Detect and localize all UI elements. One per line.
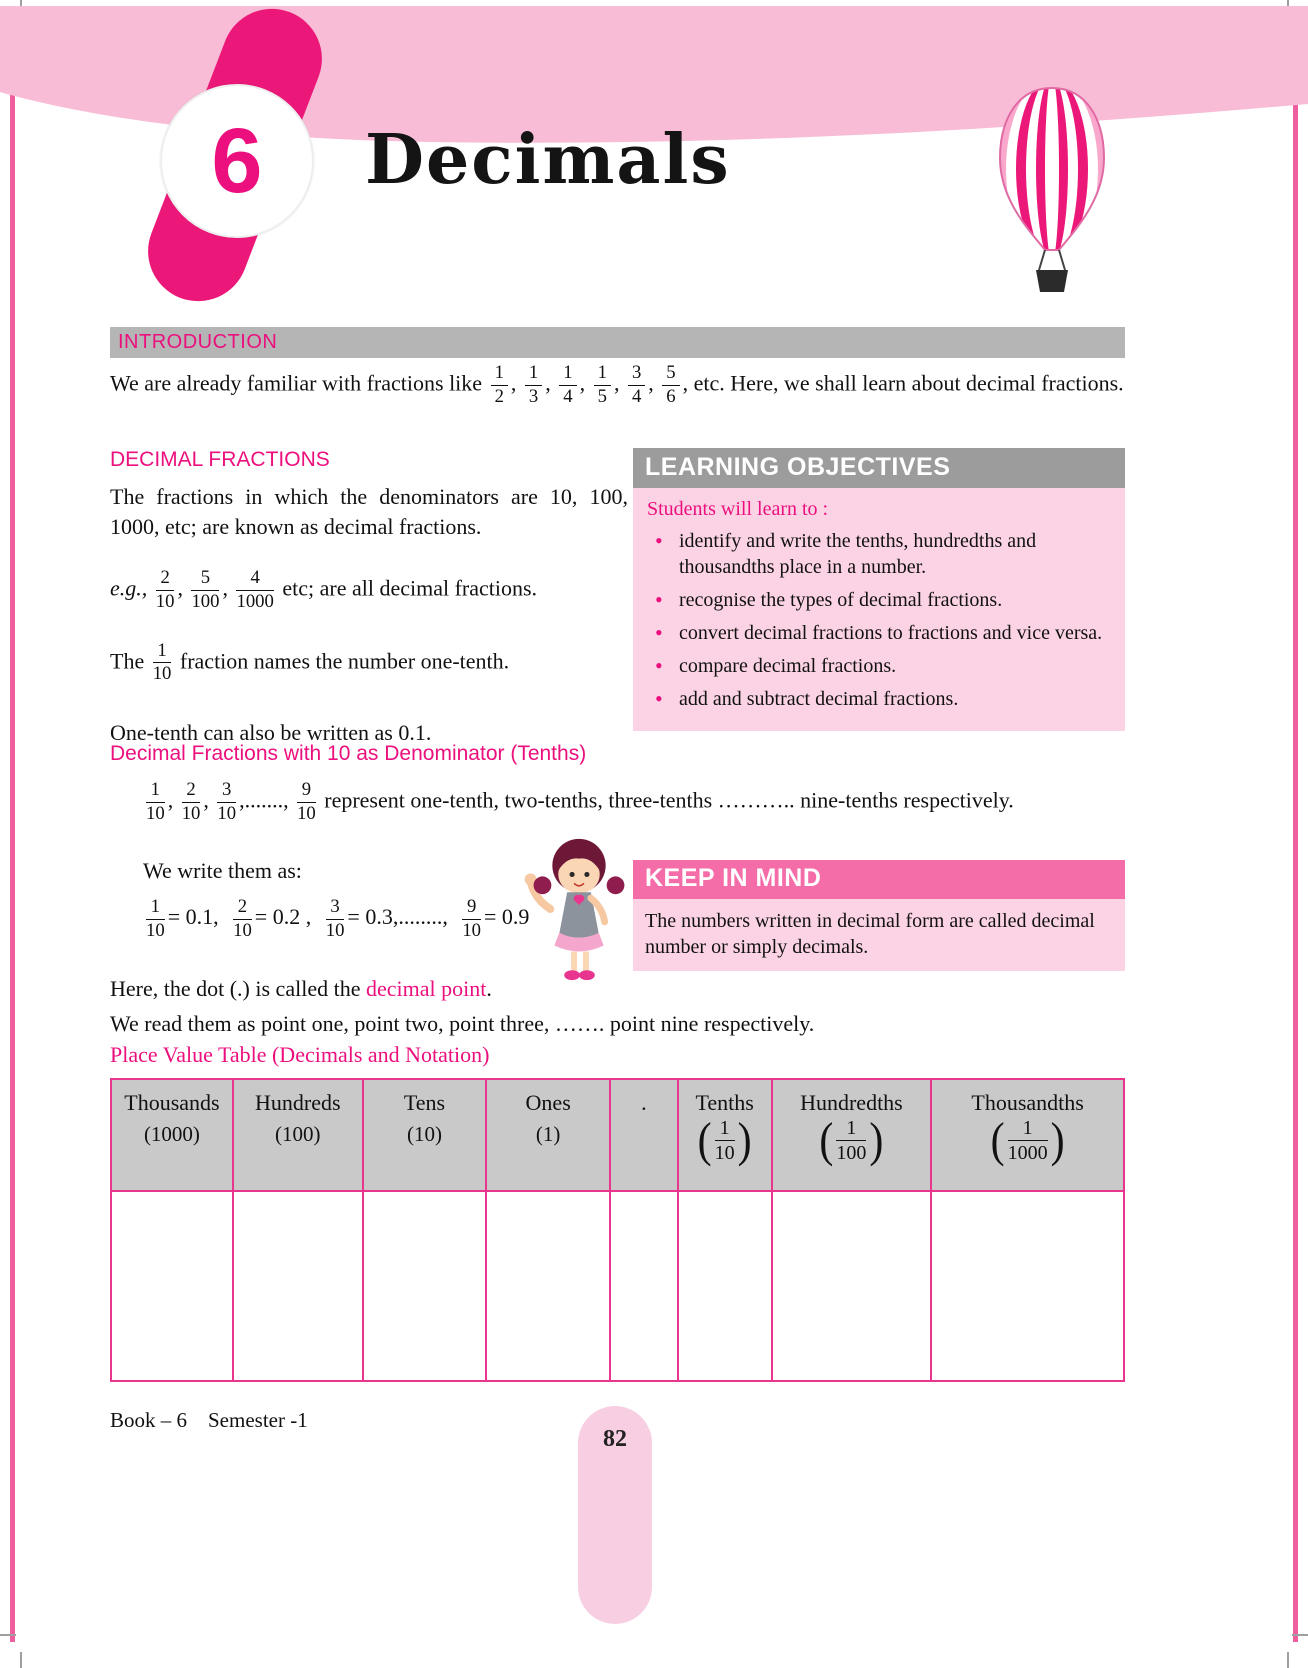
table-cell xyxy=(931,1191,1124,1381)
learning-objectives-panel xyxy=(633,448,1125,731)
tenths-tail-text: represent one-tenth, two-tenths, three-tenths ……….. nine-tenths respectively. xyxy=(324,787,1014,813)
eg-label: e.g., xyxy=(110,575,148,601)
decimal-fractions-paragraph: The fractions in which the denominators are 10, 100, 1000, etc; are known as decimal fractions. xyxy=(110,484,628,539)
keep-in-mind-header xyxy=(633,860,1125,899)
page-title: Decimals xyxy=(365,120,731,200)
place-value-table xyxy=(110,1078,1125,1382)
table-cell xyxy=(233,1191,363,1381)
fraction: $\frac{1}{5}$ xyxy=(594,364,611,406)
decimal-fractions-section xyxy=(110,448,628,746)
column-header-ones: Ones (1) xyxy=(486,1079,610,1191)
fraction: $\frac{5}{6}$ xyxy=(662,364,679,406)
list-item: • recognise the types of decimal fractions. xyxy=(647,587,1111,613)
trim-mark xyxy=(1287,1652,1289,1668)
introduction-heading: INTRODUCTION xyxy=(118,331,278,353)
chapter-number-badge xyxy=(160,84,314,238)
tenths-section-heading: Decimal Fractions with 10 as Denominator (Tenths) xyxy=(110,742,587,765)
trim-mark xyxy=(20,1652,22,1668)
table-cell xyxy=(486,1191,610,1381)
keep-in-mind-panel xyxy=(633,860,1125,971)
page-edge-rule-right xyxy=(1293,26,1298,1642)
learning-objectives-heading: LEARNING OBJECTIVES xyxy=(645,453,951,481)
write-them-as-label: We write them as: xyxy=(143,858,302,883)
list-item: • add and subtract decimal fractions. xyxy=(647,686,1111,712)
column-header-tens: Tens (10) xyxy=(363,1079,487,1191)
intro-lead-text: We are already familiar with fractions like xyxy=(110,370,483,396)
fraction: $\frac{1}{1000}$ xyxy=(1007,1117,1048,1164)
decimal-point-sentence: Here, the dot (.) is called the decimal point. xyxy=(110,976,492,1001)
footer-book-info: Book – 6 Semester -1 xyxy=(110,1408,308,1432)
keep-in-mind-body: The numbers written in decimal form are called decimal number or simply decimals. xyxy=(633,899,1125,971)
hot-air-balloon-icon xyxy=(988,84,1116,296)
table-header-row xyxy=(111,1079,1124,1191)
column-header-thousands: Thousands (1000) xyxy=(111,1079,233,1191)
trim-mark xyxy=(0,1634,16,1636)
fraction: $\frac{1}{100}$ xyxy=(836,1117,867,1164)
keep-in-mind-heading: KEEP IN MIND xyxy=(645,864,822,892)
column-header-thousandths: Thousandths ( $\frac{1}{1000}$ ) xyxy=(931,1079,1124,1191)
column-header-hundreds: Hundreds (100) xyxy=(233,1079,363,1191)
girl-illustration xyxy=(518,830,640,988)
eg-tail: etc; are all decimal fractions. xyxy=(282,575,538,601)
table-cell xyxy=(772,1191,932,1381)
fraction: $\frac{9}{10}$ xyxy=(462,896,482,941)
fraction: $\frac{2}{10}$ xyxy=(233,896,252,941)
read-sentence: We read them as point one, point two, point three, ……. point nine respectively. xyxy=(110,1011,815,1036)
fraction: $\frac{1}{10}$ xyxy=(714,1117,735,1164)
list-item: • convert decimal fractions to fractions and vice versa. xyxy=(647,620,1111,646)
column-header-decimal-point: . xyxy=(610,1079,678,1191)
table-cell xyxy=(111,1191,233,1381)
fraction: $\frac{1}{4}$ xyxy=(559,364,576,406)
one-tenth-note: One-tenth can also be written as 0.1. xyxy=(110,720,432,746)
table-cell xyxy=(363,1191,487,1381)
fraction: $\frac{1}{2}$ xyxy=(491,364,508,406)
intro-tail-text: , etc. Here, we shall learn about decimal fractions. xyxy=(682,370,1124,396)
chapter-number: 6 xyxy=(211,109,263,212)
tenths-equations-line: $\frac{1}{10}$ = 0.1, $\frac{2}{10}$ = 0.2 , $\frac{3}{10}$ = 0.3,........, $\frac{9}{10}$ = 0.9 xyxy=(146,896,530,941)
introduction-paragraph: We are already familiar with fractions like $\frac{1}{2}$ , $\frac{1}{3}$ , $\frac{1}{4}$ , $\frac{1}{5}$ , $\frac{3}{4}$ , $\frac{5}{6}$ , etc. Here, we shall learn about decimal fractions. xyxy=(110,362,1124,407)
fraction: $\frac{5}{100}$ xyxy=(191,567,220,613)
fraction: $\frac{1}{10}$ xyxy=(146,779,165,824)
fraction: $\frac{1}{10}$ xyxy=(146,896,165,941)
page-edge-rule-left xyxy=(10,26,15,1642)
page-number-pill xyxy=(578,1406,652,1624)
decimal-fractions-heading: DECIMAL FRACTIONS xyxy=(110,448,330,471)
list-item: • compare decimal fractions. xyxy=(647,653,1111,679)
learning-objectives-list xyxy=(647,528,1111,712)
page-number: 82 xyxy=(603,1426,627,1452)
list-item: • identify and write the tenths, hundredths and thousandths place in a number. xyxy=(647,528,1111,580)
introduction-section-bar xyxy=(110,327,1125,358)
place-value-table-title: Place Value Table (Decimals and Notation) xyxy=(110,1042,490,1067)
trim-mark xyxy=(1292,1634,1308,1636)
table-empty-row xyxy=(111,1191,1124,1381)
learning-objectives-box xyxy=(633,488,1125,731)
tenths-fractions-line: $\frac{1}{10}$ , $\frac{2}{10}$ , $\frac{3}{10}$ ,......., $\frac{9}{10}$ represent one-tenth, two-tenths, three-tenths ……….. nine-tenths respectively. xyxy=(146,779,1014,824)
fraction: $\frac{1}{10}$ xyxy=(152,639,172,685)
column-header-tenths: Tenths ( $\frac{1}{10}$ ) xyxy=(678,1079,772,1191)
learning-objectives-subheading: Students will learn to : xyxy=(647,498,829,520)
fraction: $\frac{3}{10}$ xyxy=(217,779,237,824)
table-cell xyxy=(610,1191,678,1381)
fraction: $\frac{1}{3}$ xyxy=(525,364,542,406)
column-header-hundredths: Hundredths ( $\frac{1}{100}$ ) xyxy=(772,1079,932,1191)
fraction: $\frac{4}{1000}$ xyxy=(236,567,274,613)
fraction: $\frac{9}{10}$ xyxy=(297,779,316,824)
example-line: e.g., $\frac{2}{10}$ , $\frac{5}{100}$ , $\frac{4}{1000}$ etc; are all decimal fractions. xyxy=(110,567,538,613)
one-tenth-line: The $\frac{1}{10}$ fraction names the number one-tenth. xyxy=(110,639,510,685)
decimal-point-term: decimal point xyxy=(365,976,487,1001)
learning-objectives-header xyxy=(633,448,1125,488)
table-cell xyxy=(678,1191,772,1381)
fraction: $\frac{2}{10}$ xyxy=(155,567,175,613)
fraction: $\frac{3}{4}$ xyxy=(628,364,645,406)
fraction: $\frac{2}{10}$ xyxy=(181,779,201,824)
fraction: $\frac{3}{10}$ xyxy=(325,896,345,941)
